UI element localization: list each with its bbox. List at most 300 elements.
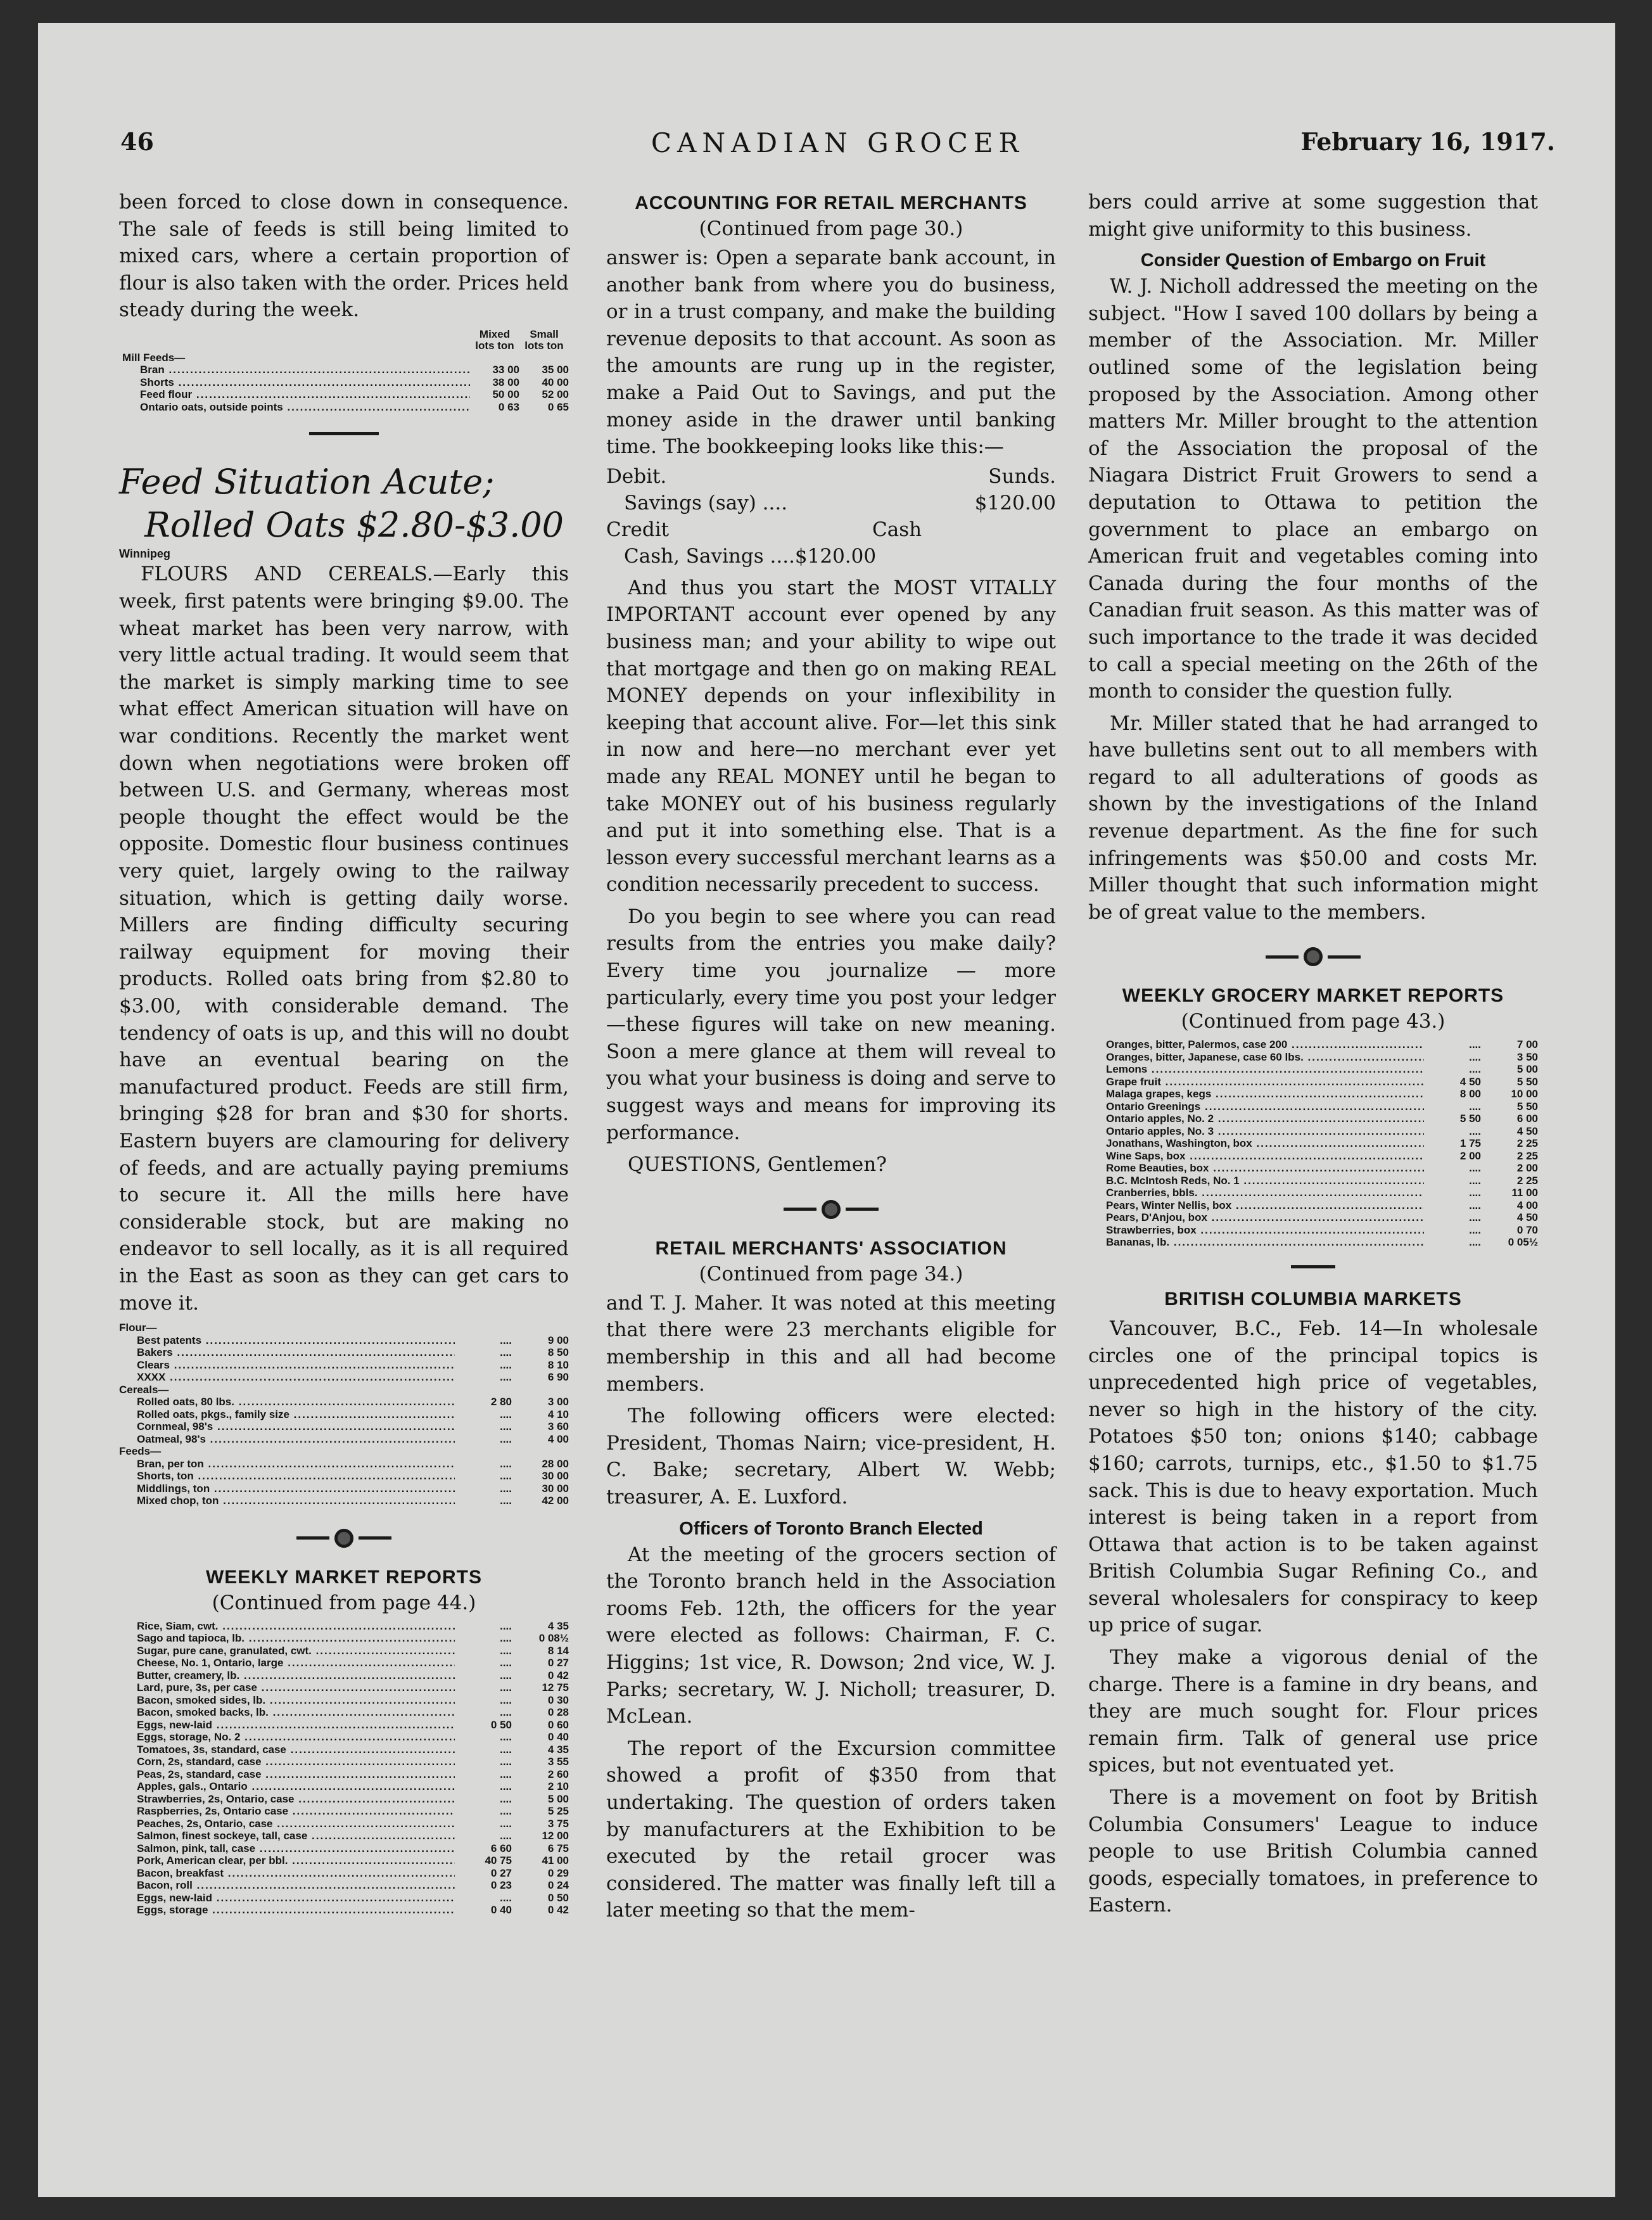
section-ornament [606, 1200, 1056, 1219]
flour-cereals-table [119, 1322, 569, 1507]
accounting-continued: (Continued from page 30.) [699, 217, 963, 240]
row-item-name: Ontario apples, No. 2 ..... [1088, 1113, 1424, 1125]
row-price-high: 0 42 [547, 1904, 569, 1917]
row-item-name: Clears ..... [119, 1359, 455, 1372]
ledger-debit: Debit. [606, 464, 667, 488]
row-item-name: Ontario oats, outside points ..... [122, 401, 470, 414]
table-row [119, 1904, 569, 1917]
row-price-high: 9 00 [547, 1334, 569, 1346]
table-row [1088, 1236, 1538, 1249]
table-row [1088, 1088, 1538, 1100]
row-price-high: 0 24 [547, 1879, 569, 1892]
row-price-high [512, 1445, 569, 1458]
row-price-high: 0 05½ [1508, 1236, 1538, 1249]
row-item-name: Peaches, 2s, Ontario, case ..... [119, 1818, 455, 1830]
mill-table-headers [122, 329, 569, 352]
row-item-name: Eggs, new-laid ..... [119, 1892, 455, 1904]
table-row [1088, 1113, 1538, 1125]
row-item-name: Bacon, smoked sides, lb. ..... [119, 1694, 455, 1707]
section-ornament [1088, 947, 1538, 966]
row-item-name: Pork, American clear, per bbl. ..... [119, 1854, 455, 1867]
row-item-name: Pears, D'Anjou, box ..... [1088, 1211, 1424, 1224]
row-price-high: 0 27 [547, 1657, 569, 1669]
table-row [119, 1620, 569, 1633]
row-price-high: 0 08½ [538, 1632, 569, 1645]
table-row [119, 1396, 569, 1408]
row-item-name: Rolled oats, 80 lbs. ..... [119, 1396, 455, 1408]
row-price-low: .... [500, 1470, 512, 1483]
row-price-high: 4 00 [547, 1432, 569, 1445]
row-item-name: Tomatoes, 3s, standard, case ..... [119, 1744, 455, 1756]
embargo-subheading: Consider Question of Embargo on Fruit [1140, 250, 1486, 271]
table-row [119, 1669, 569, 1682]
table-row [119, 1706, 569, 1719]
table-section-label [119, 1445, 569, 1458]
row-price-high: 4 35 [547, 1743, 569, 1756]
magazine-page [38, 23, 1615, 2197]
row-price-low: 1 75 [1459, 1137, 1481, 1150]
page-number: 46 [120, 127, 154, 156]
row-price-high: 10 00 [1511, 1088, 1538, 1100]
table-row [119, 1470, 569, 1483]
row-price-high: 6 00 [1516, 1113, 1538, 1125]
table-row [1088, 1051, 1538, 1064]
table-row [119, 1346, 569, 1359]
table-row [1088, 1038, 1538, 1051]
row-item-name: Eggs, new-laid ..... [119, 1719, 455, 1732]
table-row [119, 1892, 569, 1904]
row-price-small: 0 65 [547, 400, 569, 413]
row-item-name: Feeds— [119, 1445, 162, 1458]
row-price-high: 3 50 [1516, 1050, 1538, 1063]
row-price-low: .... [500, 1420, 512, 1433]
table-row [119, 1867, 569, 1880]
row-item-name: Feed flour ..... [122, 388, 470, 401]
row-price-low: .... [500, 1694, 512, 1706]
row-price-low: .... [500, 1805, 512, 1818]
row-price-low: .... [500, 1358, 512, 1371]
row-price-low: .... [500, 1891, 512, 1904]
grocery-market-heading: WEEKLY GROCERY MARKET REPORTS [1122, 985, 1504, 1007]
row-item-name: Strawberries, 2s, Ontario, case ..... [119, 1793, 455, 1806]
row-price-low: .... [500, 1495, 512, 1507]
table-section-label [119, 1322, 569, 1334]
row-item-name: Oranges, bitter, Palermos, case 200 ..... [1088, 1038, 1424, 1051]
table-row [1088, 1162, 1538, 1175]
table-row [119, 1756, 569, 1768]
row-price-high: 30 00 [542, 1470, 569, 1483]
row-price-low: .... [500, 1756, 512, 1768]
rma-heading: RETAIL MERCHANTS' ASSOCIATION [655, 1237, 1007, 1259]
row-price-low [455, 1322, 512, 1334]
row-price-high: 41 00 [542, 1854, 569, 1867]
row-item-name: Rolled oats, pkgs., family size ..... [119, 1408, 455, 1421]
column-1 [119, 189, 569, 1922]
row-item-name: Ontario Greenings ..... [1088, 1100, 1424, 1113]
rosette-icon [1304, 947, 1323, 966]
weekly-market-reports-heading: WEEKLY MARKET REPORTS [205, 1566, 483, 1588]
table-row [119, 1359, 569, 1372]
col1-body: FLOURS AND CEREALS.—Early this week, first patents were bringing $9.00. The wheat market has been very narrow, with very little actual trading. It would seem that the market is simply marking time to see what effect American situation will have on war conditions. Recently the market went down when negotiations were broken off between U.S. and Germany, whereas most people thought the effect would be the opposite. Domestic flour business continues very quiet, largely owing to the railway situation, which is getting daily worse. Millers are finding difficulty securing railway equipment for moving their products. Rolled oats bring from $2.80 to $3.00, with considerable demand. The tendency of oats is up, and this will no doubt have an eventual bearing on the manufactured product. Feeds are still firm, bringing $28 for bran and $30 for shorts. Eastern buyers are clamouring for delivery of feeds, and are actually paying premiums to secure it. All the mills here have considerable stock, but are making no endeavor to sell locally, as it is all required in the East as soon as they can get cars to move it. [119, 563, 569, 1315]
row-price-low: .... [500, 1408, 512, 1420]
table-row [1088, 1125, 1538, 1138]
ledger-savings: Savings (say) .... [624, 491, 788, 514]
row-price-high: 5 50 [1516, 1100, 1538, 1113]
divider-rule [1291, 1265, 1335, 1268]
accounting-p3: Do you begin to see where you can read results from the entries you make daily? Every time you journalize — more particularly, every time you post your ledger—these figures will take on new meaning. Soon a mere glance at them will reveal to you what your business is doing and serve to suggest ways and means for improving its performance. [606, 905, 1056, 1144]
row-price-high: 2 00 [1516, 1162, 1538, 1175]
row-item-name: Cranberries, bbls. ..... [1088, 1187, 1424, 1199]
table-row [119, 1842, 569, 1855]
row-item-name: Flour— [119, 1322, 157, 1334]
rma-p1: and T. J. Maher. It was noted at this meeting that there were 23 merchants eligible for membership in this and all had become members. [606, 1291, 1056, 1396]
row-item-name: Bacon, roll ..... [119, 1879, 455, 1892]
issue-date: February 16, 1917. [1300, 127, 1555, 156]
rma-p3: At the meeting of the grocers section of the Toronto branch held in the Association rooms Feb. 12th, the officers for the year were elected as follows: Chairman, F. C. Higgins; 1st vice, R. Dowson; 2nd vice, W. J. Parks; secretary, W. J. Nicholl; treasurer, D. McLean. [606, 1543, 1056, 1728]
table-row [119, 1458, 569, 1470]
row-price-high: 4 10 [547, 1408, 569, 1420]
row-price-low: .... [500, 1619, 512, 1632]
rma-continued: (Continued from page 34.) [699, 1262, 963, 1285]
row-price-high: 3 75 [547, 1817, 569, 1830]
row-item-name: Jonathans, Washington, box ..... [1088, 1137, 1424, 1150]
table-row [119, 1632, 569, 1645]
table-row [122, 388, 569, 401]
row-price-low: .... [500, 1817, 512, 1830]
row-item-name: Corn, 2s, standard, case ..... [119, 1756, 455, 1768]
table-row [119, 1371, 569, 1384]
ledger-sunds: Sunds. [988, 464, 1056, 488]
column-3 [1088, 189, 1538, 1924]
row-item-name: Bacon, breakfast ..... [119, 1867, 455, 1880]
row-price-low: .... [500, 1669, 512, 1681]
table-row [1088, 1211, 1538, 1224]
row-item-name: Bran, per ton ..... [119, 1458, 455, 1470]
row-item-name: Cheese, No. 1, Ontario, large ..... [119, 1657, 455, 1669]
row-price-low: .... [1469, 1211, 1481, 1224]
row-price-low: .... [500, 1743, 512, 1756]
table-row [119, 1645, 569, 1657]
row-price-high: 0 70 [1516, 1223, 1538, 1236]
row-price-high: 5 25 [547, 1805, 569, 1818]
mill-col-header-mixed: Mixed lots ton [475, 328, 514, 352]
row-price-low: .... [500, 1706, 512, 1719]
row-price-low: .... [1469, 1125, 1481, 1137]
grocery-market-table [1088, 1038, 1538, 1249]
ledger-savings-amount: $120.00 [974, 491, 1056, 514]
row-price-high: 6 75 [547, 1842, 569, 1854]
row-price-high: 5 00 [1516, 1063, 1538, 1076]
row-item-name: XXXX ..... [119, 1371, 455, 1384]
col3-p2: W. J. Nicholl addressed the meeting on the subject. "How I saved 100 dollars by being a member of the Association. Mr. Miller outlined some of the legislation being proposed by the Association. Among other matters Mr. Miller brought to the attention of the Association the proposal of the Niagara District Fruit Growers to send a deputation to Ottawa to petition the government to place an embargo on American fruit and vegetables coming into Canada during the four months of the Canadian fruit season. As this matter was of such importance to the trade it was decided to call a special meeting on the 26th of the month to consider the question fully. [1088, 275, 1538, 703]
feature-headline-line2: Rolled Oats $2.80-$3.00 [144, 505, 564, 545]
row-price-high: 2 25 [1516, 1137, 1538, 1150]
row-item-name: Salmon, finest sockeye, tall, case ..... [119, 1830, 455, 1842]
row-price-small: 52 00 [542, 388, 569, 401]
row-item-name: Sugar, pure cane, granulated, cwt. ..... [119, 1645, 455, 1657]
row-price-small: 40 00 [542, 376, 569, 388]
row-item-name: Shorts ..... [122, 376, 470, 389]
row-price-low: 5 50 [1459, 1113, 1481, 1125]
row-price-high: 2 10 [547, 1780, 569, 1793]
grocery-market-continued: (Continued from page 43.) [1181, 1010, 1446, 1033]
bc-markets-p1: Vancouver, B.C., Feb. 14—In wholesale circles one of the principal topics is unprecedented high price of vegetables, never so high in the history of the city. Potatoes $50 ton; onions $140; cabbage $160; carrots, turnips, etc., $1.50 to $1.75 sack. This is due to heavy exportation. Much interest is being taken in a report from Ottawa that action is to be taken against British Columbia Sugar Refining Co., and several wholesalers for conspiracy to keep up price of sugar. [1088, 1317, 1538, 1637]
row-price-low: .... [500, 1681, 512, 1694]
row-price-high: 12 75 [542, 1681, 569, 1694]
row-price-mixed: 38 00 [492, 376, 519, 388]
row-price-low: .... [500, 1371, 512, 1384]
table-row [119, 1334, 569, 1347]
row-item-name: Rome Beauties, box ..... [1088, 1162, 1424, 1175]
row-item-name: Eggs, storage, No. 2 ..... [119, 1731, 455, 1744]
accounting-p4: QUESTIONS, Gentlemen? [628, 1153, 887, 1177]
row-price-high [512, 1384, 569, 1396]
table-row [119, 1830, 569, 1842]
row-price-high: 0 40 [547, 1731, 569, 1744]
table-row [1088, 1100, 1538, 1113]
accounting-p1: answer is: Open a separate bank account, in another bank from where you do business, or in a trust company, and make the building revenue deposits to that account. As soon as the amounts are rung up in the register, make a Paid Out to Savings, and put the money aside in the drawer until banking time. The bookkeeping looks like this:— [606, 246, 1056, 459]
row-price-high: 2 60 [547, 1768, 569, 1780]
row-item-name: Apples, gals., Ontario ..... [119, 1780, 455, 1793]
row-price-high: 3 60 [547, 1420, 569, 1433]
table-row [119, 1805, 569, 1818]
table-row [122, 364, 569, 376]
row-price-high: 4 00 [1516, 1199, 1538, 1211]
table-row [1088, 1199, 1538, 1212]
row-item-name: Cereals— [119, 1383, 169, 1396]
row-price-low: 0 50 [490, 1718, 512, 1731]
bc-markets-heading: BRITISH COLUMBIA MARKETS [1164, 1288, 1462, 1310]
row-price-low: 0 40 [490, 1904, 512, 1917]
row-price-high: 2 25 [1516, 1149, 1538, 1162]
row-price-high: 5 50 [1516, 1075, 1538, 1088]
row-item-name: Malaga grapes, kegs ..... [1088, 1088, 1424, 1100]
row-price-low: .... [500, 1768, 512, 1780]
row-item-name: Ontario apples, No. 3 ..... [1088, 1125, 1424, 1138]
row-price-low: 6 60 [490, 1842, 512, 1854]
table-row [1088, 1187, 1538, 1199]
mill-feeds-table [122, 329, 569, 414]
row-item-name: Mixed chop, ton ..... [119, 1495, 455, 1507]
row-price-high: 6 90 [547, 1371, 569, 1384]
row-item-name: Sago and tapioca, lb. ..... [119, 1632, 455, 1645]
rma-p4: The report of the Excursion committee showed a profit of $350 from that undertaking. The question of orders taken by manufacturers at the Exhibition to be executed by the retail grocer was considered. The matter was finally left till a later meeting so that the mem- [606, 1737, 1056, 1922]
feature-headline [119, 461, 569, 547]
table-row [119, 1433, 569, 1446]
row-price-high: 0 60 [547, 1718, 569, 1731]
table-row [119, 1719, 569, 1732]
row-price-mixed: 0 63 [498, 400, 519, 413]
row-price-low: .... [1469, 1162, 1481, 1175]
row-price-low: 2 80 [490, 1396, 512, 1408]
row-price-low: .... [1469, 1199, 1481, 1211]
row-price-high: 0 50 [547, 1891, 569, 1904]
col3-p3: Mr. Miller stated that he had arranged to have bulletins sent out to all members with regard to all adulterations of goods as shown by the investigations of the Inland revenue department. As the fine for such infringements was $50.00 and costs Mr. Miller thought that such information might be of great value to the members. [1088, 711, 1538, 924]
ledger-credit: Credit [606, 518, 670, 541]
row-price-high: 0 28 [547, 1706, 569, 1719]
row-item-name: Pears, Winter Nellis, box ..... [1088, 1199, 1424, 1212]
accounting-heading: ACCOUNTING FOR RETAIL MERCHANTS [635, 193, 1027, 214]
row-price-low: .... [1469, 1174, 1481, 1187]
row-price-high: 12 00 [542, 1830, 569, 1842]
row-item-name: Lemons ..... [1088, 1063, 1424, 1076]
row-price-low: .... [500, 1830, 512, 1842]
row-price-high: 3 00 [547, 1396, 569, 1408]
masthead: CANADIAN GROCER [651, 127, 1025, 158]
row-price-high: 0 29 [547, 1866, 569, 1879]
table-section-label: Mill Feeds— [122, 351, 186, 364]
row-item-name: Oatmeal, 98's ..... [119, 1433, 455, 1446]
row-price-low: .... [1469, 1050, 1481, 1063]
row-price-high: 3 55 [547, 1756, 569, 1768]
table-row [119, 1744, 569, 1756]
row-price-high: 4 50 [1516, 1125, 1538, 1137]
row-price-low [455, 1384, 512, 1396]
table-row [119, 1420, 569, 1433]
row-price-high: 7 00 [1516, 1038, 1538, 1051]
row-price-low: .... [1469, 1223, 1481, 1236]
row-price-high: 30 00 [542, 1482, 569, 1495]
col1-intro: been forced to close down in consequence. The sale of feeds is still being limited to mixed cars, where a certain proportion of flour is also taken with the order. Prices held steady during the week. [119, 191, 569, 322]
table-row [1088, 1150, 1538, 1163]
table-row [1088, 1076, 1538, 1088]
row-price-high: 28 00 [542, 1457, 569, 1470]
page-header [120, 127, 1555, 172]
mill-col-header-small: Small lots ton [524, 328, 564, 352]
row-price-high: 4 50 [1516, 1211, 1538, 1224]
feature-headline-line1: Feed Situation Acute; [119, 462, 495, 502]
row-price-high: 42 00 [542, 1495, 569, 1507]
column-2 [606, 189, 1056, 1929]
row-item-name: Peas, 2s, standard, case ..... [119, 1768, 455, 1781]
divider-rule [309, 432, 379, 435]
row-price-low: 40 75 [485, 1854, 512, 1867]
ledger-cash: Cash [872, 518, 922, 541]
row-item-name: Strawberries, box ..... [1088, 1224, 1424, 1237]
bc-markets-p2: They make a vigorous denial of the charge. There is a famine in dry beans, and they are much sought for. Flour prices remain firm. Talk of general use price spices, but not eventuated yet. [1088, 1646, 1538, 1777]
row-price-high: 4 35 [547, 1619, 569, 1632]
row-price-high: 8 50 [547, 1346, 569, 1359]
section-ornament [119, 1529, 569, 1548]
row-price-low: 4 50 [1459, 1075, 1481, 1088]
row-item-name: Cornmeal, 98's ..... [119, 1420, 455, 1433]
row-price-high: 8 14 [547, 1644, 569, 1657]
rosette-icon [334, 1529, 353, 1548]
rma-p2: The following officers were elected: President, Thomas Nairn; vice-president, H. C. Bake; secretary, Albert W. Webb; treasurer, A. E. Luxford. [606, 1405, 1056, 1509]
table-row [1088, 1224, 1538, 1237]
row-price-low: .... [500, 1792, 512, 1805]
row-price-low: .... [1469, 1187, 1481, 1199]
table-row [1088, 1063, 1538, 1076]
row-price-mixed: 33 00 [492, 364, 519, 376]
row-item-name: Oranges, bitter, Japanese, case 60 lbs. ..... [1088, 1051, 1424, 1064]
ledger-cash-savings: Cash, Savings ....$120.00 [624, 544, 877, 568]
table-row [119, 1818, 569, 1830]
row-item-name: Lard, pure, 3s, per case ..... [119, 1681, 455, 1694]
row-item-name: Salmon, pink, tall, case ..... [119, 1842, 455, 1855]
table-row [1088, 1175, 1538, 1187]
table-row [119, 1657, 569, 1669]
row-item-name: Bananas, lb. ..... [1088, 1236, 1424, 1249]
table-row [119, 1495, 569, 1507]
table-row [119, 1681, 569, 1694]
row-item-name: Butter, creamery, lb. ..... [119, 1669, 455, 1682]
table-row [122, 401, 569, 414]
row-price-high: 0 42 [547, 1669, 569, 1681]
row-price-high: 0 30 [547, 1694, 569, 1706]
row-price-low: 0 23 [490, 1879, 512, 1892]
row-price-low: .... [500, 1346, 512, 1359]
row-item-name: Grape fruit ..... [1088, 1076, 1424, 1088]
row-price-low: .... [500, 1334, 512, 1346]
row-price-low: .... [1469, 1236, 1481, 1249]
row-item-name: Raspberries, 2s, Ontario case ..... [119, 1805, 455, 1818]
row-price-low: 8 00 [1459, 1088, 1481, 1100]
row-price-low [455, 1445, 512, 1458]
row-price-high: 2 25 [1516, 1174, 1538, 1187]
table-row [119, 1793, 569, 1806]
row-item-name: Eggs, storage ..... [119, 1904, 455, 1917]
row-price-mixed: 50 00 [492, 388, 519, 401]
table-row [119, 1780, 569, 1793]
row-price-low: .... [500, 1731, 512, 1744]
row-price-low: 2 00 [1459, 1149, 1481, 1162]
row-price-low: .... [500, 1482, 512, 1495]
accounting-p2: And thus you start the MOST VITALLY IMPORTANT account ever opened by any business man; and your ability to wipe out that mortgage and then go on making REAL MONEY depends on your inflexibility in keeping that account alive. For—let this sink in now and here—no merchant ever yet made any REAL MONEY until he began to take MONEY out of his business regularly and put it into something else. That is a lesson every successful merchant learns as a condition necessarily precedent to success. [606, 576, 1056, 896]
row-price-low: .... [500, 1632, 512, 1645]
bc-markets-p3: There is a movement on foot by British Columbia Consumers' League to induce people to use British Columbia canned goods, especially tomatoes, in preference to Eastern. [1088, 1786, 1538, 1917]
row-price-low: .... [1469, 1063, 1481, 1076]
table-row [119, 1408, 569, 1421]
row-item-name: Rice, Siam, cwt. ..... [119, 1620, 455, 1633]
row-price-low: .... [1469, 1038, 1481, 1051]
row-item-name: Middlings, ton ..... [119, 1483, 455, 1495]
table-row [119, 1768, 569, 1781]
row-item-name: Bakers ..... [119, 1346, 455, 1359]
table-row [1088, 1137, 1538, 1150]
dateline-place: Winnipeg [119, 547, 170, 561]
row-price-low: .... [500, 1457, 512, 1470]
weekly-market-table [119, 1620, 569, 1917]
row-price-low: .... [1469, 1100, 1481, 1113]
table-row [119, 1854, 569, 1867]
col3-p1: bers could arrive at some suggestion that might give uniformity to this business. [1088, 191, 1538, 241]
ledger-example [606, 463, 1056, 570]
table-row [119, 1879, 569, 1892]
row-price-high [512, 1322, 569, 1334]
row-price-high: 5 00 [547, 1792, 569, 1805]
row-item-name: Best patents ..... [119, 1334, 455, 1347]
row-price-low: .... [500, 1644, 512, 1657]
row-item-name: Shorts, ton ..... [119, 1470, 455, 1483]
row-price-low: .... [500, 1432, 512, 1445]
rosette-icon [822, 1200, 841, 1219]
row-price-small: 35 00 [542, 364, 569, 376]
weekly-market-reports-continued: (Continued from page 44.) [212, 1591, 476, 1614]
table-section-label [119, 1384, 569, 1396]
table-row [119, 1694, 569, 1707]
row-price-low: .... [500, 1780, 512, 1793]
row-item-name: Bacon, smoked backs, lb. ..... [119, 1706, 455, 1719]
table-row [119, 1483, 569, 1495]
row-price-low: .... [500, 1657, 512, 1669]
row-item-name: Bran ..... [122, 364, 470, 376]
row-item-name: B.C. McIntosh Reds, No. 1 ..... [1088, 1175, 1424, 1187]
row-price-high: 8 10 [547, 1358, 569, 1371]
table-row [122, 376, 569, 389]
table-row [119, 1731, 569, 1744]
rma-subheading: Officers of Toronto Branch Elected [679, 1518, 983, 1539]
